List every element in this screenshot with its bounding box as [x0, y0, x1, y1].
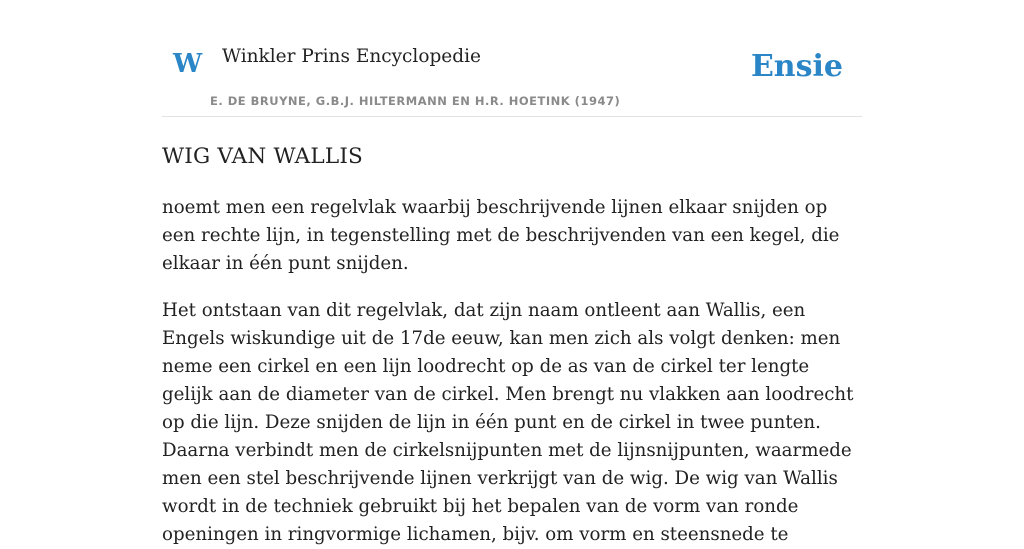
site-logo[interactable]: W [173, 49, 203, 79]
article-paragraph: noemt men een regelvlak waarbij beschrijvende lijnen elkaar snijden op een rechte lijn, in tegenstelling met de beschrijvenden van een kegel, die elkaar in één punt snijden. [162, 196, 840, 274]
article-body [162, 194, 862, 549]
article-title: WIG VAN WALLIS [162, 144, 363, 169]
page [162, 0, 862, 549]
site-title[interactable]: Winkler Prins Encyclopedie [222, 46, 481, 67]
authors-byline: E. DE BRUYNE, G.B.J. HILTERMANN EN H.R. HOETINK (1947) [210, 94, 621, 108]
article-paragraph: Het ontstaan van dit regelvlak, dat zijn naam ontleent aan Wallis, een Engels wiskundige uit de 17de eeuw, kan men zich als volgt denken: men neme een cirkel en een lijn loodrecht op de as van de cirkel ter lengte gelijk aan de diameter van de cirkel. Men brengt nu vlakken aan loodrecht op die lijn. Deze snijden de lijn in één punt en de cirkel in twee punten. Daarna verbindt men de cirkelsnijpunten met de lijnsnijpunten, waarmede men een stel beschrijvende lijnen verkrijgt van de wig. De wig van Wallis wordt in de techniek gebruikt bij het bepalen van de vorm van ronde openingen in ringvormige lichamen, bijv. om vorm en steensnede te [162, 299, 854, 545]
brand-logo-link[interactable]: Ensie [750, 49, 843, 84]
site-header [162, 0, 862, 117]
